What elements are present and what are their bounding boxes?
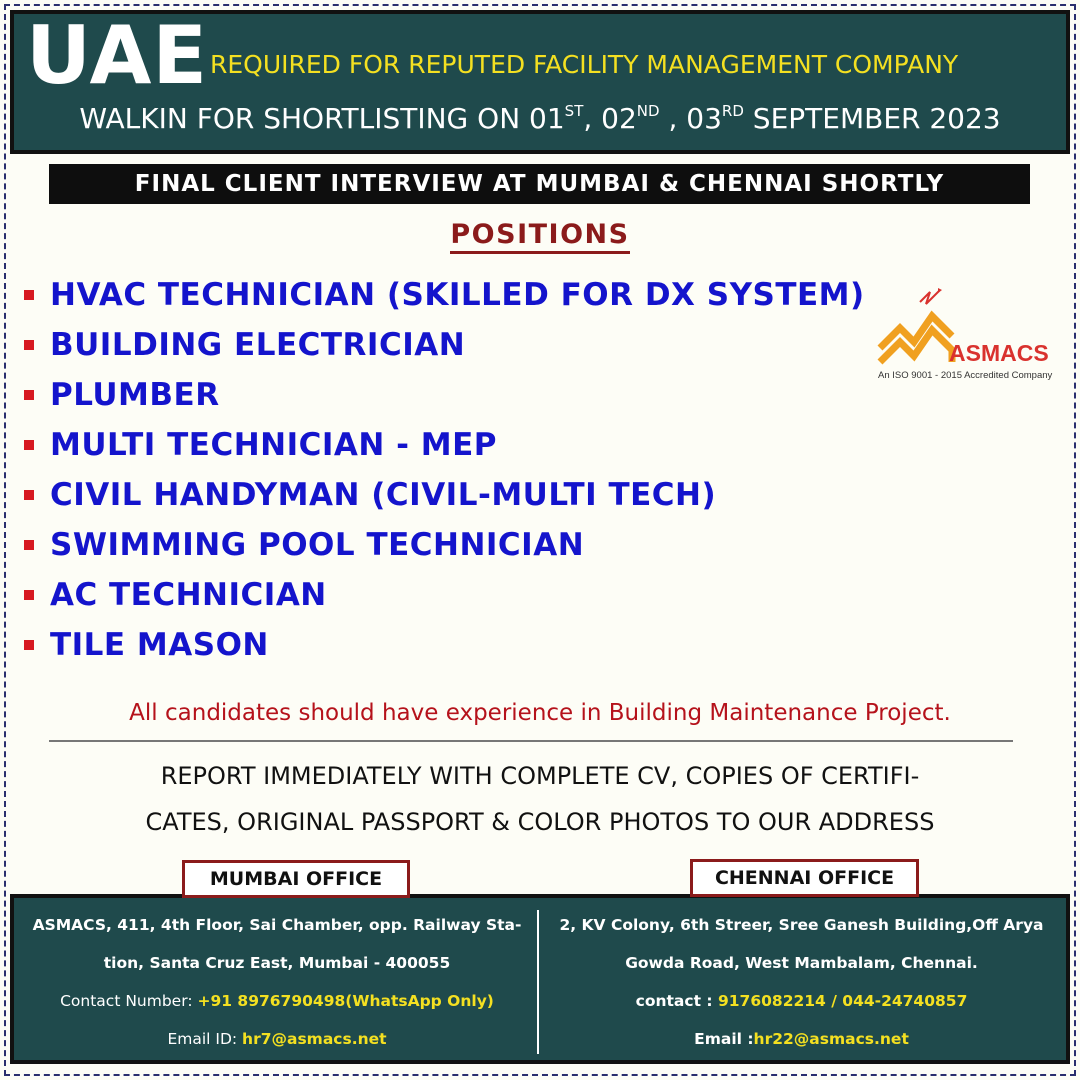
chennai-office-details [544, 906, 1059, 1058]
bullet-icon [24, 490, 34, 500]
candidates-note: All candidates should have experience in Building Maintenance Project. [129, 700, 951, 726]
bullet-icon [24, 640, 34, 650]
list-item: HVAC TECHNICIAN (SKILLED FOR DX SYSTEM) [24, 270, 865, 320]
column-divider [537, 910, 539, 1054]
chennai-contact: contact : 9176082214 / 044-24740857 [635, 992, 968, 1010]
mumbai-email: Email ID: hr7@asmacs.net [167, 1030, 387, 1048]
mumbai-address-line2: tion, Santa Cruz East, Mumbai - 400055 [103, 954, 451, 972]
chennai-address-line1: 2, KV Colony, 6th Streer, Sree Ganesh Building,Off Arya [559, 916, 1044, 934]
company-logo [876, 288, 1060, 388]
positions-heading: POSITIONS [0, 219, 1080, 250]
mumbai-contact: Contact Number: +91 8976790498(WhatsApp Only) [60, 992, 494, 1010]
required-heading: REQUIRED FOR REPUTED FACILITY MANAGEMENT COMPANY [210, 50, 959, 79]
list-item: TILE MASON [24, 620, 865, 670]
list-item: PLUMBER [24, 370, 865, 420]
country-title: UAE [26, 9, 209, 102]
bullet-icon [24, 440, 34, 450]
list-item: AC TECHNICIAN [24, 570, 865, 620]
positions-list [24, 270, 865, 670]
logo-name: ASMACS [949, 340, 1049, 366]
chennai-email: Email :hr22@asmacs.net [694, 1030, 909, 1048]
logo-tagline: An ISO 9001 - 2015 Accredited Company [878, 370, 1053, 381]
bullet-icon [24, 340, 34, 350]
bullet-icon [24, 540, 34, 550]
offices-footer [10, 894, 1070, 1064]
mumbai-address-line1: ASMACS, 411, 4th Floor, Sai Chamber, opp. Railway Sta- [32, 916, 522, 934]
header-banner [10, 10, 1070, 154]
bullet-icon [24, 590, 34, 600]
bullet-icon [24, 390, 34, 400]
mumbai-office-details [22, 906, 532, 1058]
chennai-office-title: CHENNAI OFFICE [690, 859, 919, 897]
interview-banner: FINAL CLIENT INTERVIEW AT MUMBAI & CHENNAI SHORTLY [49, 164, 1030, 204]
list-item: SWIMMING POOL TECHNICIAN [24, 520, 865, 570]
list-item: CIVIL HANDYMAN (CIVIL-MULTI TECH) [24, 470, 865, 520]
mumbai-office-title: MUMBAI OFFICE [182, 860, 410, 898]
chennai-address-line2: Gowda Road, West Mambalam, Chennai. [625, 954, 978, 972]
list-item: MULTI TECHNICIAN - MEP [24, 420, 865, 470]
bullet-icon [24, 290, 34, 300]
report-instructions: REPORT IMMEDIATELY WITH COMPLETE CV, COPIES OF CERTIFI- CATES, ORIGINAL PASSPORT & COLOR PHOTOS TO OUR ADDRESS [145, 762, 935, 836]
list-item: BUILDING ELECTRICIAN [24, 320, 865, 370]
divider [49, 740, 1013, 742]
walkin-dates: WALKIN FOR SHORTLISTING ON 01ST, 02ND , 03RD SEPTEMBER 2023 [79, 102, 1001, 135]
